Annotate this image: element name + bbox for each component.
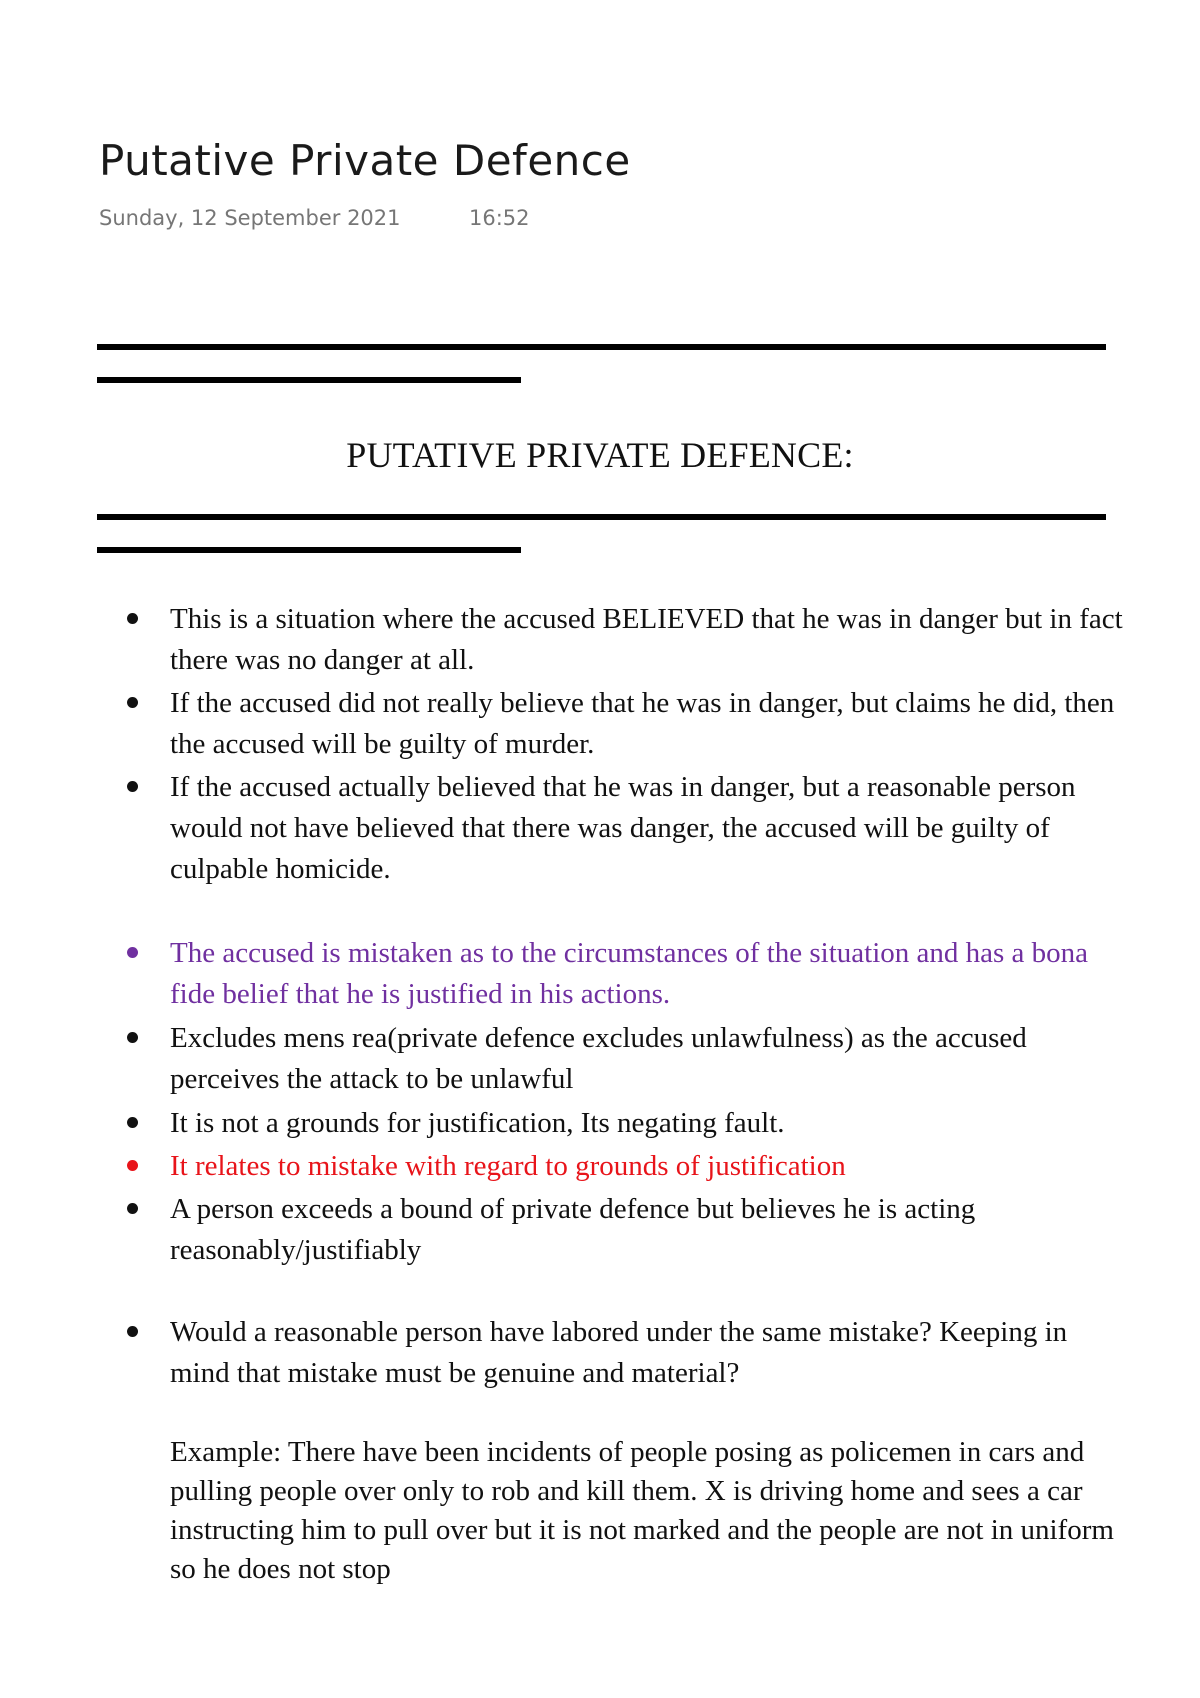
bullet-text: If the accused did not really believe that he was in danger, but claims he did, then the accused will be guilty of murder. [170,687,1115,760]
bullet-item [170,1312,1130,1394]
bullet-item-highlight-purple [170,933,1130,1015]
bullet-dot-icon [127,1326,138,1337]
bullet-dot-icon [127,613,138,624]
page-title: Putative Private Defence [99,136,631,185]
bullet-text: This is a situation where the accused BELIEVED that he was in danger but in fact there was no danger at all. [170,603,1123,676]
heading-rule-top-short [97,377,521,383]
bullet-text: It relates to mistake with regard to grounds of justification [170,1150,846,1182]
bullet-dot-icon [127,781,138,792]
bullet-item [170,683,1130,765]
bullet-text: Excludes mens rea(private defence excludes unlawfulness) as the accused perceives the attack to be unlawful [170,1022,1027,1095]
bullet-item [170,1189,1130,1271]
bullet-text: Would a reasonable person have labored under the same mistake? Keeping in mind that mistake must be genuine and material? [170,1316,1068,1389]
bullet-text: If the accused actually believed that he was in danger, but a reasonable person would not have believed that there was danger, the accused will be guilty of culpable homicide. [170,771,1076,885]
bullet-item [170,1103,1130,1144]
bullet-item [170,599,1130,681]
bullet-text: It is not a grounds for justification, Its negating fault. [170,1107,785,1139]
heading-rule-bottom-long [97,514,1106,520]
bullet-dot-icon [127,1032,138,1043]
document-heading: PUTATIVE PRIVATE DEFENCE: [346,435,854,475]
bullet-item [170,1018,1130,1100]
bullet-text: The accused is mistaken as to the circumstances of the situation and has a bona fide belief that he is justified in his actions. [170,937,1089,1010]
bullet-dot-icon [127,947,138,958]
bullet-item [170,767,1130,890]
note-timestamp [99,206,530,230]
bullet-text: A person exceeds a bound of private defence but believes he is acting reasonably/justifiably [170,1193,976,1266]
bullet-dot-icon [127,1160,138,1171]
example-paragraph: Example: There have been incidents of people posing as policemen in cars and pulling people over only to rob and kill them. X is driving home and sees a car instructing him to pull over but it is not marked and the people are not in uniform so he does not stop [170,1436,1114,1585]
bullet-dot-icon [127,1203,138,1214]
bullet-dot-icon [127,697,138,708]
bullet-item-highlight-red [170,1146,1130,1187]
heading-rule-top-long [97,344,1106,350]
note-date: Sunday, 12 September 2021 [99,206,401,230]
heading-rule-bottom-short [97,547,521,553]
note-time: 16:52 [469,206,530,230]
bullet-dot-icon [127,1117,138,1128]
